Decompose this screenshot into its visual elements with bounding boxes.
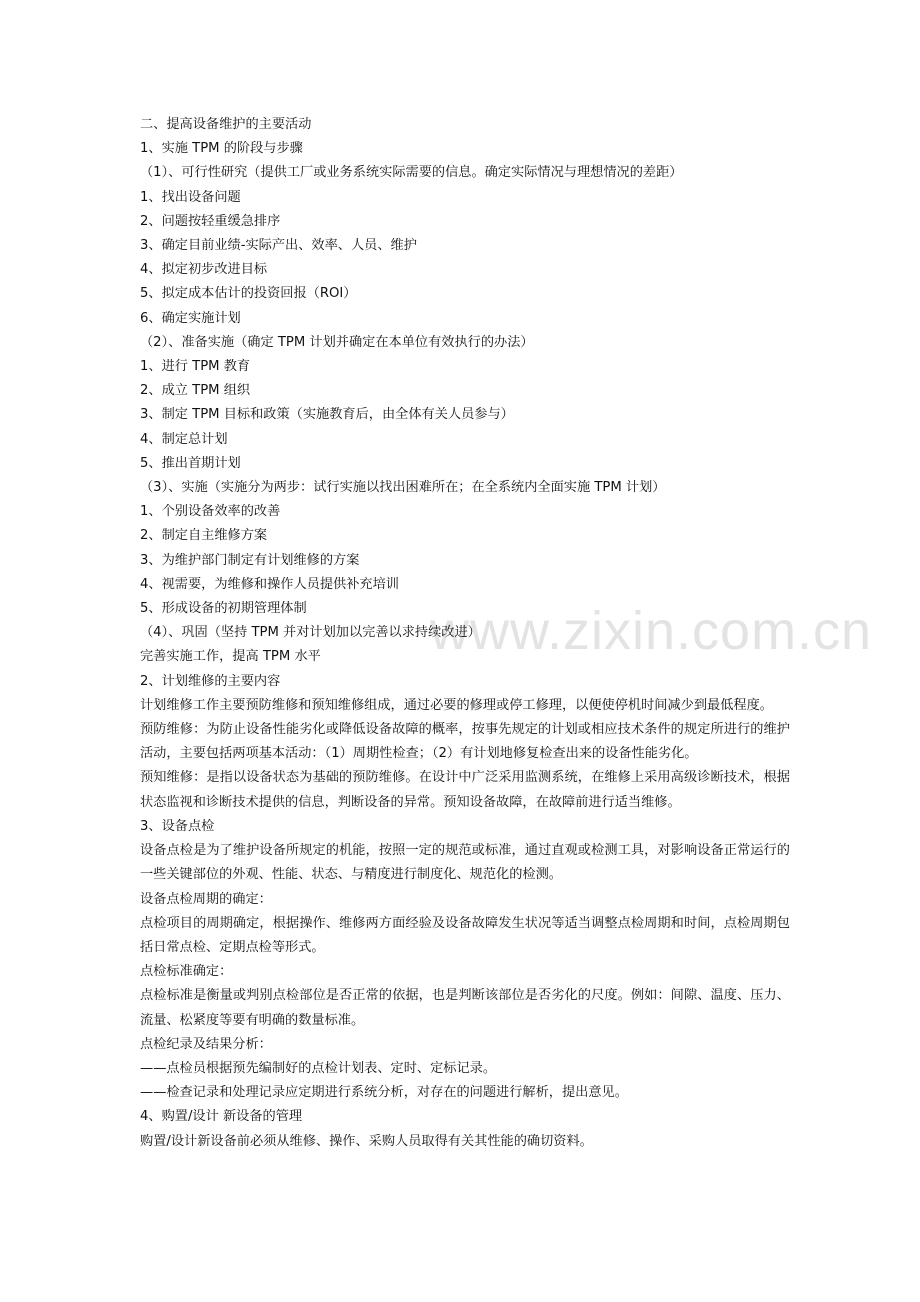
list-item: 4、拟定初步改进目标 (140, 262, 268, 278)
list-item: 2、制定自主维修方案 (140, 528, 268, 544)
list-item: 2、成立 TPM 组织 (140, 383, 251, 399)
list-item: 5、推出首期计划 (140, 455, 241, 471)
list-item: 5、拟定成本估计的投资回报（ROI） (140, 286, 357, 302)
list-item: 4、视需要，为维修和操作人员提供补充培训 (140, 576, 399, 592)
stage-heading: （2）、准备实施（确定 TPM 计划并确定在本单位有效执行的办法） (140, 334, 534, 350)
list-item: 5、形成设备的初期管理体制 (140, 601, 307, 617)
paragraph-heading: 设备点检周期的确定： (140, 891, 272, 907)
watermark: www.zixin.com.cn (430, 601, 873, 661)
paragraph-heading: 点检标准确定： (140, 964, 233, 980)
paragraph-heading: 点检纪录及结果分析： (140, 1036, 272, 1052)
list-item: 4、制定总计划 (140, 431, 228, 447)
paragraph: 购置/设计新设备前必须从维修、操作、采购人员取得有关其性能的确切资料。 (140, 1133, 593, 1149)
list-item: 3、确定目前业绩-实际产出、效率、人员、维护 (140, 238, 417, 254)
subsection-heading: 1、实施 TPM 的阶段与步骤 (140, 141, 303, 157)
document-body (140, 113, 790, 1154)
subsection-heading: 2、计划维修的主要内容 (140, 673, 281, 689)
paragraph: 预知维修：是指以设备状态为基础的预防维修。在设计中广泛采用监测系统，在维修上采用高级诊断技术，根据状态监视和诊断技术提供的信息，判断设备的异常。预知设备故障，在故障前进行适当维修。 (140, 770, 790, 810)
list-item: 3、为维护部门制定有计划维修的方案 (140, 552, 360, 568)
list-item: 1、进行 TPM 教育 (140, 359, 251, 375)
paragraph: 设备点检是为了维护设备所规定的机能，按照一定的规范或标准，通过直观或检测工具，对影响设备正常运行的一些关键部位的外观、性能、状态、与精度进行制度化、规范化的检测。 (140, 843, 790, 883)
paragraph: 完善实施工作，提高 TPM 水平 (140, 649, 321, 665)
list-item: 1、找出设备问题 (140, 189, 241, 205)
paragraph: 预防维修：为防止设备性能劣化或降低设备故障的概率，按事先规定的计划或相应技术条件的规定所进行的维护活动，主要包括两项基本活动：（1）周期性检查；（2）有计划地修复检查出来的设备性能劣化。 (140, 722, 790, 762)
stage-heading: （4）、巩固（坚持 TPM 并对计划加以完善以求持续改进） (140, 625, 481, 641)
list-item: 3、制定 TPM 目标和政策（实施教育后，由全体有关人员参与） (140, 407, 514, 423)
subsection-heading: 3、设备点检 (140, 818, 215, 834)
paragraph: 点检项目的周期确定，根据操作、维修两方面经验及设备故障发生状况等适当调整点检周期和时间，点检周期包括日常点检、定期点检等形式。 (140, 915, 790, 955)
list-item: ——检查记录和处理记录应定期进行系统分析，对存在的问题进行解析，提出意见。 (140, 1085, 628, 1101)
list-item: 6、确定实施计划 (140, 310, 241, 326)
list-item: 1、个别设备效率的改善 (140, 504, 281, 520)
list-item: ——点检员根据预先编制好的点检计划表、定时、定标记录。 (140, 1060, 497, 1076)
stage-heading: （1）、可行性研究（提供工厂或业务系统实际需要的信息。确定实际情况与理想情况的差距） (140, 165, 683, 181)
subsection-heading: 4、购置/设计 新设备的管理 (140, 1109, 303, 1125)
list-item: 2、问题按轻重缓急排序 (140, 213, 281, 229)
paragraph: 计划维修工作主要预防维修和预知维修组成，通过必要的修理或停工修理，以便使停机时间减少到最低程度。 (140, 697, 773, 713)
paragraph: 点检标准是衡量或判别点检部位是否正常的依据，也是判断该部位是否劣化的尺度。例如：间隙、温度、压力、流量、松紧度等要有明确的数量标准。 (140, 988, 790, 1028)
section-heading: 二、提高设备维护的主要活动 (140, 117, 312, 132)
stage-heading: （3）、实施（实施分为两步：试行实施以找出困难所在；在全系统内全面实施 TPM 计划） (140, 480, 666, 496)
